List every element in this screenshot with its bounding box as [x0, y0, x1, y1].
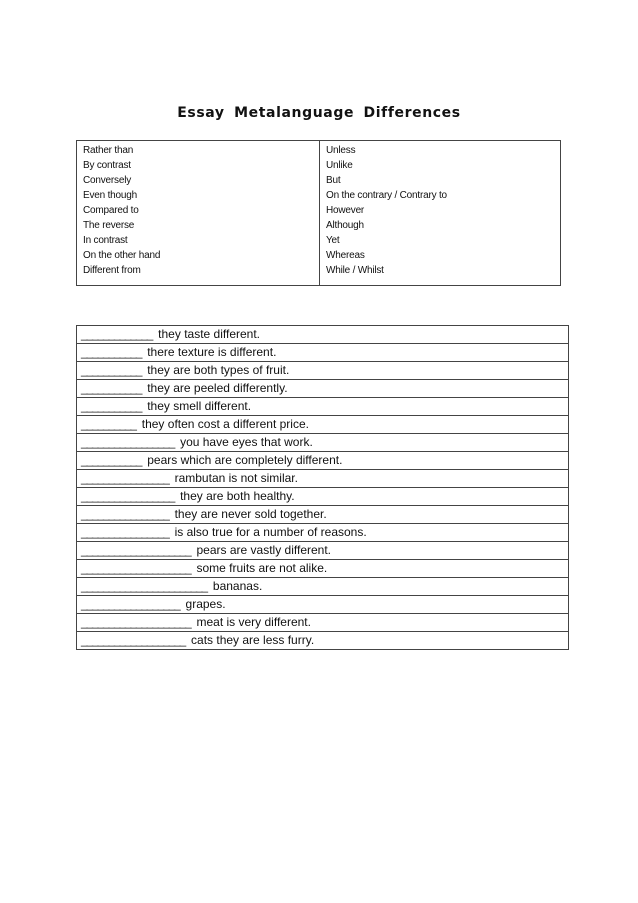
sentence-text: pears which are completely different.	[147, 453, 343, 467]
sentence-cell	[77, 488, 569, 506]
answer-blank[interactable]: _________________	[81, 435, 175, 449]
sentence-text: meat is very different.	[196, 615, 311, 629]
word-bank-right-item: Yet	[326, 235, 340, 246]
sentence-text: some fruits are not alike.	[196, 561, 328, 575]
word-bank-left-item: Rather than	[83, 145, 134, 156]
sentence-text: they are both types of fruit.	[147, 363, 290, 377]
sentence-text: they smell different.	[147, 399, 252, 413]
sentence-text: grapes.	[185, 597, 226, 611]
word-bank-right-column	[320, 141, 560, 285]
sentence-cell	[77, 542, 569, 560]
sentence-row	[77, 416, 569, 434]
sentence-row	[77, 488, 569, 506]
word-bank-right-item: While / Whilst	[326, 265, 384, 276]
word-bank-left-item: Compared to	[83, 205, 139, 216]
sentence-text: pears are vastly different.	[196, 543, 331, 557]
answer-blank[interactable]: _________________	[81, 489, 175, 503]
sentence-text: cats they are less furry.	[191, 633, 315, 647]
sentence-row	[77, 434, 569, 452]
word-bank-right-list	[326, 143, 560, 278]
sentence-text: they are both healthy.	[180, 489, 295, 503]
sentence-cell	[77, 380, 569, 398]
word-bank-left-item: By contrast	[83, 160, 131, 171]
sentence-cell	[77, 416, 569, 434]
sentence-text: you have eyes that work.	[180, 435, 313, 449]
word-bank-right-item: However	[326, 205, 365, 216]
answer-blank[interactable]: __________________	[81, 597, 180, 611]
answer-blank[interactable]: ____________________	[81, 615, 191, 629]
sentence-row	[77, 398, 569, 416]
answer-blank[interactable]: ________________	[81, 525, 169, 539]
answer-blank[interactable]: ___________	[81, 363, 142, 377]
sentence-cell	[77, 614, 569, 632]
word-bank-left-item: On the other hand	[83, 250, 161, 261]
sentence-text: they are peeled differently.	[147, 381, 288, 395]
sentence-row	[77, 542, 569, 560]
word-bank-right-item: Unlike	[326, 160, 353, 171]
answer-blank[interactable]: ___________	[81, 399, 142, 413]
sentence-cell	[77, 398, 569, 416]
sentence-text: is also true for a number of reasons.	[174, 525, 367, 539]
answer-blank[interactable]: _______________________	[81, 579, 207, 593]
word-bank-left-column	[77, 141, 320, 285]
word-bank-left-item: In contrast	[83, 235, 128, 246]
sentence-text: they often cost a different price.	[141, 417, 309, 431]
word-bank-left-item: Conversely	[83, 175, 132, 186]
answer-blank[interactable]: ____________________	[81, 543, 191, 557]
word-bank-right-item: Whereas	[326, 250, 365, 261]
sentence-cell	[77, 506, 569, 524]
sentence-text: rambutan is not similar.	[174, 471, 298, 485]
answer-blank[interactable]: ____________________	[81, 561, 191, 575]
word-bank-left-item: The reverse	[83, 220, 135, 231]
sentence-row	[77, 326, 569, 344]
sentence-cell	[77, 434, 569, 452]
sentence-cell	[77, 344, 569, 362]
word-bank-left-item: Even though	[83, 190, 137, 201]
sentence-cell	[77, 362, 569, 380]
answer-blank[interactable]: __________	[81, 417, 136, 431]
sentence-cell	[77, 326, 569, 344]
sentence-row	[77, 614, 569, 632]
word-bank-right-item: But	[326, 175, 341, 186]
sentence-cell	[77, 596, 569, 614]
sentence-text: they taste different.	[158, 327, 261, 341]
answer-blank[interactable]: ___________	[81, 381, 142, 395]
sentence-cell	[77, 452, 569, 470]
sentence-row	[77, 560, 569, 578]
word-bank-right-item: Unless	[326, 145, 356, 156]
sentence-cell	[77, 632, 569, 650]
sentence-table-body	[77, 326, 569, 650]
answer-blank[interactable]: ________________	[81, 507, 169, 521]
word-bank-right-item: On the contrary / Contrary to	[326, 190, 447, 201]
sentence-row	[77, 380, 569, 398]
sentence-text: bananas.	[212, 579, 263, 593]
page-title: Essay Metalanguage Differences	[177, 105, 461, 121]
sentence-cell	[77, 560, 569, 578]
word-bank-right-item: Although	[326, 220, 364, 231]
word-bank-box	[76, 140, 561, 286]
sentence-row	[77, 596, 569, 614]
sentence-row	[77, 344, 569, 362]
sentence-table	[76, 325, 569, 650]
sentence-row	[77, 452, 569, 470]
sentence-row	[77, 470, 569, 488]
sentence-text: they are never sold together.	[174, 507, 327, 521]
answer-blank[interactable]: ___________	[81, 345, 142, 359]
sentence-cell	[77, 524, 569, 542]
sentence-row	[77, 578, 569, 596]
answer-blank[interactable]: _____________	[81, 327, 153, 341]
sentence-cell	[77, 470, 569, 488]
answer-blank[interactable]: ________________	[81, 471, 169, 485]
sentence-row	[77, 632, 569, 650]
answer-blank[interactable]: ___________	[81, 453, 142, 467]
word-bank-left-list	[83, 143, 319, 278]
sentence-text: there texture is different.	[147, 345, 277, 359]
sentence-row	[77, 362, 569, 380]
sentence-row	[77, 524, 569, 542]
sentence-cell	[77, 578, 569, 596]
word-bank-left-item: Different from	[83, 265, 141, 276]
answer-blank[interactable]: ___________________	[81, 633, 186, 647]
sentence-row	[77, 506, 569, 524]
